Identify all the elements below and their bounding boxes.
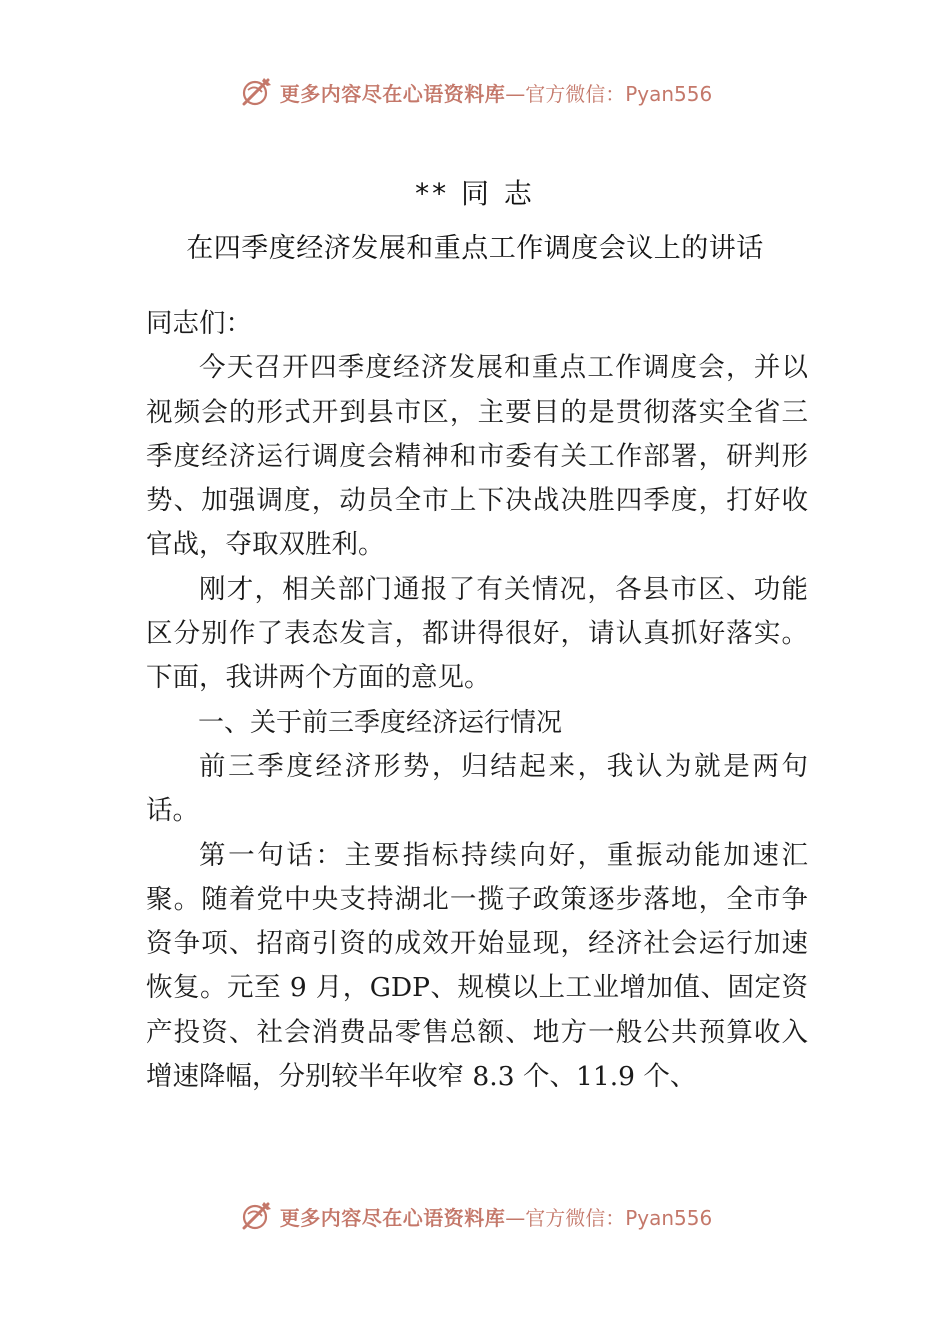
banner-main-text: 更多内容尽在心语资料库 (279, 1205, 506, 1230)
paragraph: 第一句话：主要指标持续向好，重振动能加速汇聚。随着党中央支持湖北一揽子政策逐步落地，全市争资争项、招商引资的成效开始显现，经济社会运行加速恢复。元至 9 月，GDP、规模以上工业增加值、固定资产投资、社会消费品零售总额、地方一般公共预算收入增速降幅，分别较半年收窄 8.3 个、11.9 个、 (146, 839, 808, 1093)
paragraph: 前三季度经济形势，归结起来，我认为就是两句话。 (146, 750, 808, 827)
banner-main-text: 更多内容尽在心语资料库 (279, 81, 506, 106)
paragraph: 刚才，相关部门通报了有关情况，各县市区、功能区分别作了表态发言，都讲得很好，请认真抓好落实。下面，我讲两个方面的意见。 (146, 573, 808, 694)
pen-logo-icon (238, 74, 274, 110)
document-title-main: 在四季度经济发展和重点工作调度会议上的讲话 (186, 233, 764, 264)
banner-wechat-text: —官方微信：Pyan556 (505, 81, 713, 106)
document-body (146, 302, 808, 1099)
pen-logo-icon (238, 1198, 274, 1234)
watermark-banner-top (0, 72, 950, 112)
banner-wechat-text: —官方微信：Pyan556 (505, 1205, 713, 1230)
watermark-banner-bottom (0, 1196, 950, 1236)
document-title-speaker: ** 同 志 (415, 177, 535, 210)
salutation: 同志们： (146, 308, 252, 339)
section-heading: 一、关于前三季度经济运行情况 (198, 707, 563, 738)
paragraph: 今天召开四季度经济发展和重点工作调度会，并以视频会的形式开到县市区，主要目的是贯彻落实全省三季度经济运行调度会精神和市委有关工作部署，研判形势、加强调度，动员全市上下决战决胜四季度，打好收官战，夺取双胜利。 (146, 352, 808, 561)
